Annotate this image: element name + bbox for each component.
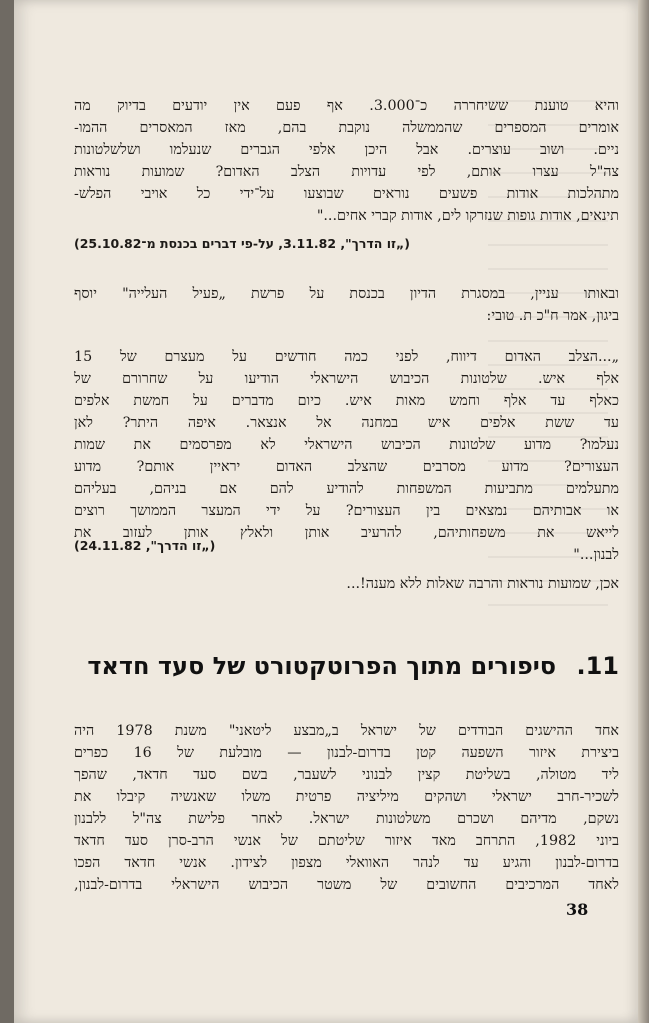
- text-line: לאחד המרכיבים החשובים של משטר הכיבוש הישראלי בדרום-לבנון,: [74, 877, 619, 893]
- text-line: ניים. ושוב עוצרים. אבל היכן אלפי הגברים שנעלמו ושלשלטונות: [74, 142, 619, 158]
- text-line: בדרום-לבנון והגיע עד לנהר האוואלי מצפון לצידון. אנשי חדאד הפכו: [74, 855, 619, 871]
- text-line: כאלף עד אלף וחמש מאות איש. כיום מדברים על חמשת אלפים: [74, 393, 619, 409]
- chapter-number: 11.: [576, 652, 619, 680]
- text-line: העצורים? מדוע מסרבים שהצלב האדום יראיין אותם? מדוע: [74, 459, 619, 475]
- text-line: מתעלמים מתביעות המשפחות להודיע להם אם בניהם, בעליהם: [74, 481, 619, 497]
- paragraph-2: [74, 283, 619, 327]
- text-line: ובאותו עניין, במסגרת הדיון בכנסת על פרשת „פעיל העלייה" יוסף: [74, 286, 619, 302]
- paragraph-1: [74, 95, 619, 227]
- text-line: אומרים המספרים שהממשלה נוקבת בהם, מאז המאסרים ההמו-: [74, 120, 619, 136]
- text-line: תינאים, אודות גופות שנזרקו לים, אודות קברי אחים...": [316, 208, 619, 224]
- book-page: [14, 0, 638, 1023]
- text-line: אכן, שמועות נוראות והרבה שאלות ללא מענה!...: [346, 576, 619, 592]
- text-line: ביגון, אמר ח"כ ת. טובי:: [486, 308, 619, 324]
- page-number: 38: [566, 900, 589, 919]
- source-citation-1: („זו הדרך", 3.11.82, על-פי דברים בכנסת מ־25.10.82): [74, 236, 410, 251]
- text-line: ביוני 1982, התרחב מאד איזור שליטתם של אנשי הרב-סרן סעד חדאד: [74, 833, 619, 849]
- text-line: אחד ההישגים הבודדים של ישראל ב„מבצע ליטאני" משנת 1978 היה: [74, 723, 619, 739]
- text-line: נעלמו? מדוע שלטונות הכיבוש הישראלי לא מפרסמים את שמות: [74, 437, 619, 453]
- text-line: צה"ל עצרו אותם, לפי עדויות הצלב האדום? שמועות נוראות: [74, 164, 619, 180]
- chapter-title: סיפורים מתוך הפרוטקטורט של סעד חדאד: [87, 652, 557, 680]
- text-line: „...הצלב האדום דיווח, לפני כמה חודשים על מעצרם של 15: [74, 349, 619, 365]
- text-line: או אבותיהם נמצאים בין העצורים? על ידי המעצר הממושך רוצים: [74, 503, 619, 519]
- book-edge: [638, 0, 649, 1023]
- text-line: לייאש את משפחותיהם, להרעיב אותן ולאלץ אותן לעזוב את: [74, 525, 619, 541]
- text-line: אלף איש. שלטונות הכיבוש הישראלי הודיעו על שחרורם של: [74, 371, 619, 387]
- text-line: מתהלכות אודות פשעים נוראים שבוצעו על־ידי כל אויבי הפלש-: [74, 186, 619, 202]
- closing-line: [74, 573, 619, 595]
- paragraph-3: [74, 720, 619, 896]
- source-citation-2: („זו הדרך", 24.11.82): [74, 538, 216, 553]
- text-line: ביצירת איזור השפעה קטן בדרום-לבנון — מובלעת של 16 כפרים: [74, 745, 619, 761]
- text-line: עד ששת אלפים איש במחנה אל אנצאר. איפה היתר? לאן: [74, 415, 619, 431]
- text-line: לשכיר-חרב ישראלי ושהקים מיליציה פרטית משלו שאנשיה קיבלו את: [74, 789, 619, 805]
- quote-block: [74, 346, 619, 566]
- text-line: והיא טוענת ששיחררה כ־3.000. אף פעם אין יודעים בדיוק מה: [74, 98, 619, 114]
- text-line: לבנון...": [573, 547, 619, 563]
- text-line: ליד מטולה, בשליטת קצין לבנוני לשעבר, בשם סעד חדאד, שהפך: [74, 767, 619, 783]
- chapter-heading: [74, 652, 619, 680]
- text-line: נשקם, מדיהם ושכרם משלטונות ישראל. לאחר פלישת צה"ל ללבנון: [74, 811, 619, 827]
